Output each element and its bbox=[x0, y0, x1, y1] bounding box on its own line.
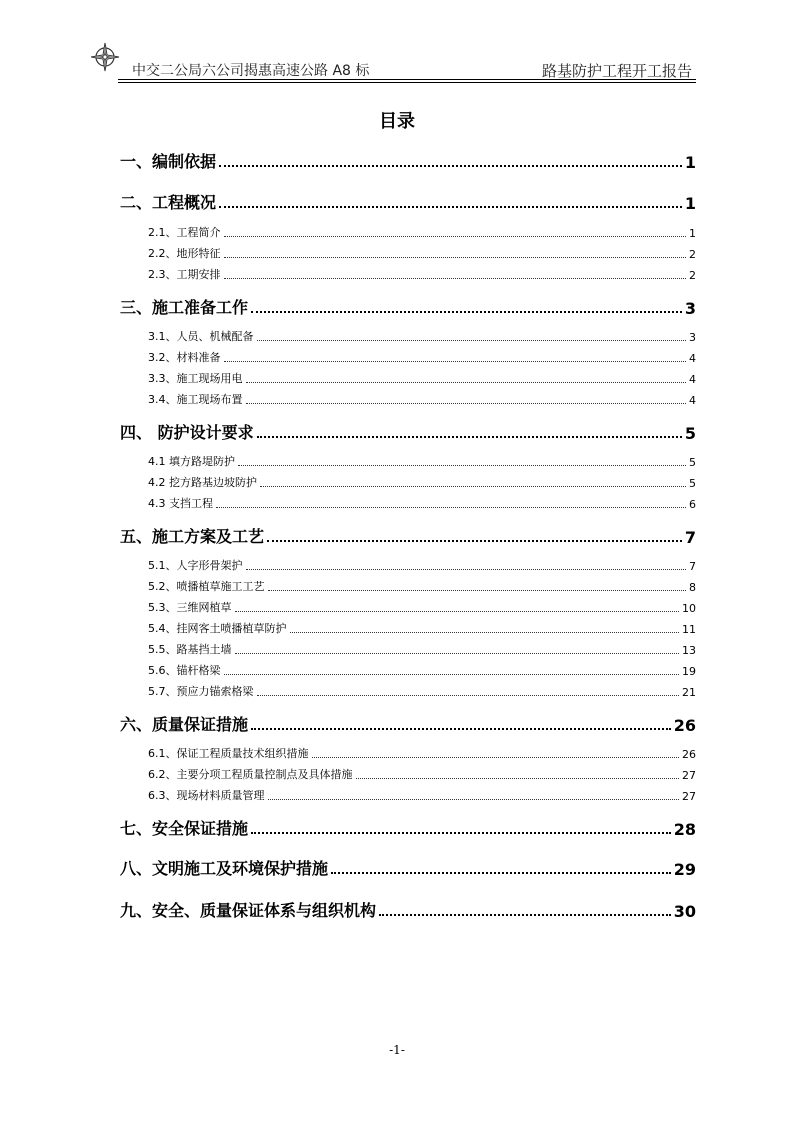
toc-subsection-entry[interactable] bbox=[148, 557, 696, 573]
toc-leader-dots bbox=[251, 728, 671, 730]
toc-entry-page: 5 bbox=[689, 456, 696, 469]
toc-section-entry[interactable] bbox=[120, 857, 696, 879]
toc-entry-page: 4 bbox=[689, 394, 696, 407]
toc-entry-label: 6.2、主要分项工程质量控制点及具体措施 bbox=[148, 768, 353, 781]
toc-subsection-entry[interactable] bbox=[148, 787, 696, 803]
toc-entry-label: 5.3、三维网植草 bbox=[148, 601, 232, 614]
toc-section-entry[interactable] bbox=[120, 296, 696, 318]
toc-leader-dots bbox=[224, 236, 687, 237]
toc-entry-page: 7 bbox=[684, 528, 696, 547]
toc-section-entry[interactable] bbox=[120, 150, 696, 172]
toc-entry-page: 21 bbox=[682, 686, 696, 699]
toc-leader-dots bbox=[219, 206, 682, 208]
toc-section-entry[interactable] bbox=[120, 713, 696, 735]
toc-entry-page: 8 bbox=[689, 581, 696, 594]
toc-subsection-entry[interactable] bbox=[148, 474, 696, 490]
toc-entry-page: 7 bbox=[689, 560, 696, 573]
toc-section-entry[interactable] bbox=[120, 525, 696, 547]
toc-entry-page: 1 bbox=[689, 227, 696, 240]
toc-entry-label: 3.2、材料准备 bbox=[148, 351, 221, 364]
toc-leader-dots bbox=[251, 832, 671, 834]
toc-leader-dots bbox=[356, 778, 680, 779]
toc-subsection-entry[interactable] bbox=[148, 683, 696, 699]
toc-leader-dots bbox=[224, 674, 680, 675]
toc-entry-label: 4.3 支挡工程 bbox=[148, 497, 213, 510]
toc-subsection-entry[interactable] bbox=[148, 620, 696, 636]
toc-entry-page: 27 bbox=[682, 769, 696, 782]
toc-leader-dots bbox=[257, 695, 680, 696]
toc-entry-page: 6 bbox=[689, 498, 696, 511]
toc-entry-label: 3.4、施工现场布置 bbox=[148, 393, 243, 406]
toc-leader-dots bbox=[224, 361, 687, 362]
header-rule-double bbox=[118, 82, 696, 83]
toc-entry-label: 6.3、现场材料质量管理 bbox=[148, 789, 265, 802]
toc-entry-page: 4 bbox=[689, 352, 696, 365]
toc-leader-dots bbox=[246, 403, 687, 404]
toc-entry-label: 5.5、路基挡土墙 bbox=[148, 643, 232, 656]
toc-leader-dots bbox=[257, 340, 687, 341]
toc-entry-label: 三、施工准备工作 bbox=[120, 298, 249, 317]
toc-entry-page: 4 bbox=[689, 373, 696, 386]
toc-section-entry[interactable] bbox=[120, 191, 696, 213]
toc-entry-label: 5.4、挂网客土喷播植草防护 bbox=[148, 622, 287, 635]
toc-leader-dots bbox=[246, 569, 687, 570]
toc-subsection-entry[interactable] bbox=[148, 453, 696, 469]
toc-leader-dots bbox=[219, 165, 682, 167]
toc-leader-dots bbox=[290, 632, 680, 633]
toc-entry-label: 七、安全保证措施 bbox=[120, 819, 249, 838]
toc-section-entry[interactable] bbox=[120, 899, 696, 921]
toc-subsection-entry[interactable] bbox=[148, 599, 696, 615]
toc-leader-dots bbox=[257, 436, 682, 438]
toc-entry-page: 29 bbox=[673, 860, 696, 879]
toc-leader-dots bbox=[235, 611, 680, 612]
toc-leader-dots bbox=[312, 757, 680, 758]
toc-leader-dots bbox=[331, 872, 671, 874]
toc-leader-dots bbox=[224, 278, 687, 279]
page-header bbox=[118, 40, 696, 80]
toc-entry-label: 3.1、人员、机械配备 bbox=[148, 330, 254, 343]
header-rule bbox=[118, 79, 696, 80]
toc-entry-label: 6.1、保证工程质量技术组织措施 bbox=[148, 747, 309, 760]
toc-entry-label: 5.2、喷播植草施工工艺 bbox=[148, 580, 265, 593]
toc-subsection-entry[interactable] bbox=[148, 745, 696, 761]
toc-entry-label: 2.1、工程简介 bbox=[148, 226, 221, 239]
toc-entry-page: 19 bbox=[682, 665, 696, 678]
toc-entry-page: 1 bbox=[684, 194, 696, 213]
toc-entry-label: 4.1 填方路堤防护 bbox=[148, 455, 235, 468]
toc-subsection-entry[interactable] bbox=[148, 495, 696, 511]
toc-entry-label: 四、 防护设计要求 bbox=[120, 423, 254, 442]
toc-subsection-entry[interactable] bbox=[148, 370, 696, 386]
toc-leader-dots bbox=[251, 311, 682, 313]
toc-section-entry[interactable] bbox=[120, 421, 696, 443]
toc-entry-page: 28 bbox=[673, 820, 696, 839]
toc-leader-dots bbox=[268, 590, 687, 591]
toc-leader-dots bbox=[216, 507, 686, 508]
toc-entry-page: 27 bbox=[682, 790, 696, 803]
toc-leader-dots bbox=[379, 914, 671, 916]
toc-entry-page: 26 bbox=[673, 716, 696, 735]
toc-entry-page: 3 bbox=[689, 331, 696, 344]
toc-entry-label: 5.6、锚杆格梁 bbox=[148, 664, 221, 677]
toc-entry-label: 六、质量保证措施 bbox=[120, 715, 249, 734]
toc-entry-page: 26 bbox=[682, 748, 696, 761]
toc-entry-label: 5.7、预应力锚索格梁 bbox=[148, 685, 254, 698]
toc-subsection-entry[interactable] bbox=[148, 641, 696, 657]
header-left-text: 中交二公局六公司揭惠高速公路 A8 标 bbox=[132, 63, 370, 79]
compass-star-logo-icon bbox=[90, 42, 120, 72]
toc-leader-dots bbox=[246, 382, 687, 383]
toc-entry-page: 30 bbox=[673, 902, 696, 921]
toc-entry-label: 二、工程概况 bbox=[120, 193, 217, 212]
header-right-text: 路基防护工程开工报告 bbox=[541, 62, 692, 80]
toc-subsection-entry[interactable] bbox=[148, 349, 696, 365]
toc-entry-page: 3 bbox=[684, 299, 696, 318]
toc-entry-page: 10 bbox=[682, 602, 696, 615]
toc-leader-dots bbox=[267, 540, 682, 542]
toc-entry-label: 一、编制依据 bbox=[120, 152, 217, 171]
toc-subsection-entry[interactable] bbox=[148, 328, 696, 344]
toc-section-entry[interactable] bbox=[120, 817, 696, 839]
toc-entry-page: 1 bbox=[684, 153, 696, 172]
toc-leader-dots bbox=[224, 257, 687, 258]
toc-entry-label: 八、文明施工及环境保护措施 bbox=[120, 859, 329, 878]
toc-entry-page: 2 bbox=[689, 269, 696, 282]
toc-entry-label: 2.2、地形特征 bbox=[148, 247, 221, 260]
toc-entry-label: 五、施工方案及工艺 bbox=[120, 527, 265, 546]
toc-subsection-entry[interactable] bbox=[148, 245, 696, 261]
toc-subsection-entry[interactable] bbox=[148, 766, 696, 782]
toc-entry-page: 11 bbox=[682, 623, 696, 636]
toc-subsection-entry[interactable] bbox=[148, 224, 696, 240]
toc-entry-label: 4.2 挖方路基边坡防护 bbox=[148, 476, 257, 489]
toc-entry-page: 5 bbox=[684, 424, 696, 443]
toc-subsection-entry[interactable] bbox=[148, 391, 696, 407]
toc-entry-page: 13 bbox=[682, 644, 696, 657]
toc-leader-dots bbox=[260, 486, 686, 487]
toc-leader-dots bbox=[268, 799, 680, 800]
toc-title: 目录 bbox=[379, 111, 415, 132]
toc-subsection-entry[interactable] bbox=[148, 662, 696, 678]
toc-leader-dots bbox=[235, 653, 680, 654]
toc-entry-label: 5.1、人字形骨架护 bbox=[148, 559, 243, 572]
toc-entry-page: 5 bbox=[689, 477, 696, 490]
toc-entry-label: 2.3、工期安排 bbox=[148, 268, 221, 281]
toc-entry-label: 九、安全、质量保证体系与组织机构 bbox=[120, 901, 377, 920]
toc-subsection-entry[interactable] bbox=[148, 578, 696, 594]
toc-entry-page: 2 bbox=[689, 248, 696, 261]
page-number: -1- bbox=[389, 1043, 405, 1057]
toc-subsection-entry[interactable] bbox=[148, 266, 696, 282]
toc-leader-dots bbox=[238, 465, 686, 466]
toc-entry-label: 3.3、施工现场用电 bbox=[148, 372, 243, 385]
